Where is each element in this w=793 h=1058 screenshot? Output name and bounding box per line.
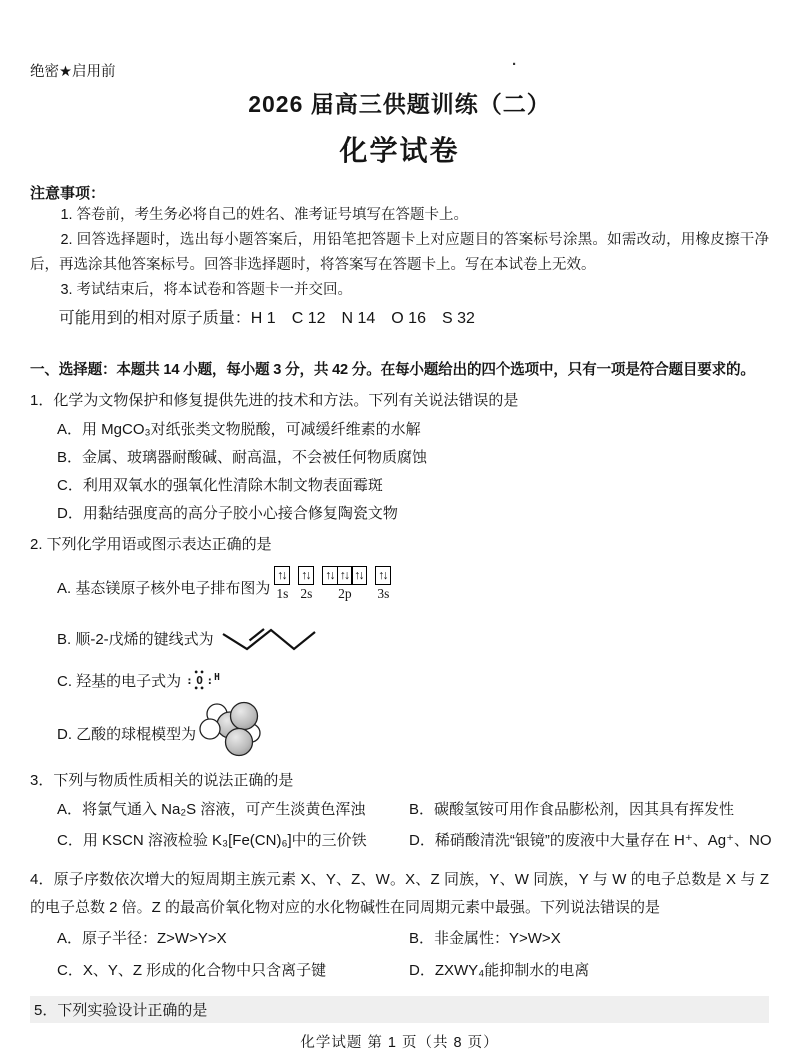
orbital-box: ↑↓ (337, 566, 353, 585)
orbital-diagram (274, 566, 391, 602)
question-4-stem: 4．原子序数依次增大的短周期主族元素 X、Y、Z、W。X、Z 同族，Y、W 同族，Y 与 W 的电子总数是 X 与 Z 的电子总数 2 倍。Z 的最高价氧化物对应的水化物碱性在同周期元素中最强。下列说法错误的是 (30, 870, 769, 916)
question-2-option-d (30, 701, 769, 759)
question-2-option-d-label: D. 乙酸的球棍模型为 (57, 725, 197, 743)
question-4-options (30, 929, 769, 981)
question-2-option-c-label: C. 羟基的电子式为 (57, 672, 182, 690)
electron-dot-bond-pair: : (206, 673, 214, 687)
question-2-option-c (30, 667, 769, 693)
orbital-group-2p (322, 566, 367, 602)
orbital-label-1s: 1s (276, 585, 289, 601)
electron-dot-top-pair: •• (193, 667, 206, 677)
question-4-option-c: C．X、Y、Z 形成的化合物中只含离子键 (57, 961, 327, 979)
section-1-heading: 一、选择题：本题共 14 小题，每小题 3 分，共 42 分。在每小题给出的四个选项中，只有一项是符合题目要求的。 (30, 361, 755, 378)
exam-subtitle: 化学试卷 (339, 134, 460, 166)
question-4-option-d: D．ZXWY₄能抑制水的电离 (409, 961, 590, 979)
question-2-option-b-label: B. 顺-2-戊烯的键线式为 (57, 631, 214, 649)
electron-dot-bottom-pair: •• (193, 683, 206, 693)
orbital-label-2s: 2s (300, 585, 313, 601)
question-5-stem: 5．下列实验设计正确的是 (34, 1001, 208, 1019)
question-1-option-d: D．用黏结强度高的高分子胶小心接合修复陶瓷文物 (57, 504, 398, 522)
bond-line-structure-2-pentene (220, 620, 318, 658)
question-3-option-d: D．稀硝酸清洗“银镜”的废液中大量存在 H⁺、Ag⁺、NO (409, 831, 772, 849)
question-1-option-c: C．利用双氧水的强氧化性清除木制文物表面霉斑 (57, 476, 383, 494)
orbital-box: ↑↓ (351, 566, 367, 585)
question-4-option-a: A．原子半径：Z>W>Y>X (57, 929, 227, 947)
question-4-option-b: B．非金属性：Y>W>X (409, 929, 561, 947)
question-3-stem: 3．下列与物质性质相关的说法正确的是 (30, 771, 294, 789)
orbital-box: ↑↓ (274, 566, 290, 585)
orbital-group-3s (375, 566, 391, 602)
security-label: 绝密★启用前 (30, 64, 116, 80)
hydrogen-atom-symbol: H (214, 671, 220, 683)
orbital-group-2s (298, 566, 314, 602)
question-2-option-b (30, 620, 769, 658)
question-3-option-c: C．用 KSCN 溶液检验 K₃[Fe(CN)₆]中的三价铁 (57, 831, 367, 849)
question-2-stem: 2. 下列化学用语或图示表达正确的是 (30, 535, 272, 553)
page-footer: 化学试题 第 1 页（共 8 页） (300, 1034, 499, 1051)
oxygen-atom-symbol: O (196, 673, 203, 687)
notice-item-1: 1. 答卷前，考生务必将自己的姓名、准考证号填写在答题卡上。 (60, 206, 469, 223)
question-1-option-a: A．用 MgCO₃对纸张类文物脱酸，可减缓纤维素的水解 (57, 420, 421, 438)
question-5-highlight-bar (30, 996, 769, 1023)
orbital-group-1s (274, 566, 290, 602)
electron-dot-formula-hydroxyl (186, 667, 220, 693)
orbital-box: ↑↓ (375, 566, 391, 585)
orbital-label-2p: 2p (338, 585, 352, 601)
question-2-option-a-label: A. 基态镁原子核外电子排布图为 (57, 579, 271, 597)
stray-dot: · (512, 56, 517, 73)
question-3-option-b: B．碳酸氢铵可用作食品膨松剂，因其具有挥发性 (409, 800, 735, 818)
orbital-box: ↑↓ (298, 566, 314, 585)
atomic-mass-line: 可能用到的相对原子质量：H 1 C 12 N 14 O 16 S 32 (58, 309, 475, 327)
question-3-options (30, 800, 772, 851)
question-1-option-b: B．金属、玻璃器耐酸碱、耐高温，不会被任何物质腐蚀 (57, 448, 428, 466)
question-3-option-a: A．将氯气通入 Na₂S 溶液，可产生淡黄色浑浊 (57, 800, 366, 818)
notice-item-2: 2. 回答选择题时，选出每小题答案后，用铅笔把答题卡上对应题目的答案标号涂黑。如需改动，用橡皮擦干净后，再选涂其他答案标号。回答非选择题时，将答案写在答题卡上。写在本试卷上无效。 (30, 231, 769, 273)
orbital-label-3s: 3s (377, 585, 390, 601)
orbital-box: ↑↓ (322, 566, 338, 585)
question-2-option-a (30, 563, 769, 602)
acetic-acid-space-filling-model (198, 701, 262, 759)
question-1-stem: 1．化学为文物保护和修复提供先进的技术和方法。下列有关说法错误的是 (30, 391, 519, 409)
notice-item-3: 3. 考试结束后，将本试卷和答题卡一并交回。 (60, 281, 353, 298)
exam-title: 2026 届高三供题训练（二） (248, 91, 551, 117)
notice-heading: 注意事项： (30, 184, 106, 202)
electron-dot-left-pair: : (186, 673, 193, 687)
